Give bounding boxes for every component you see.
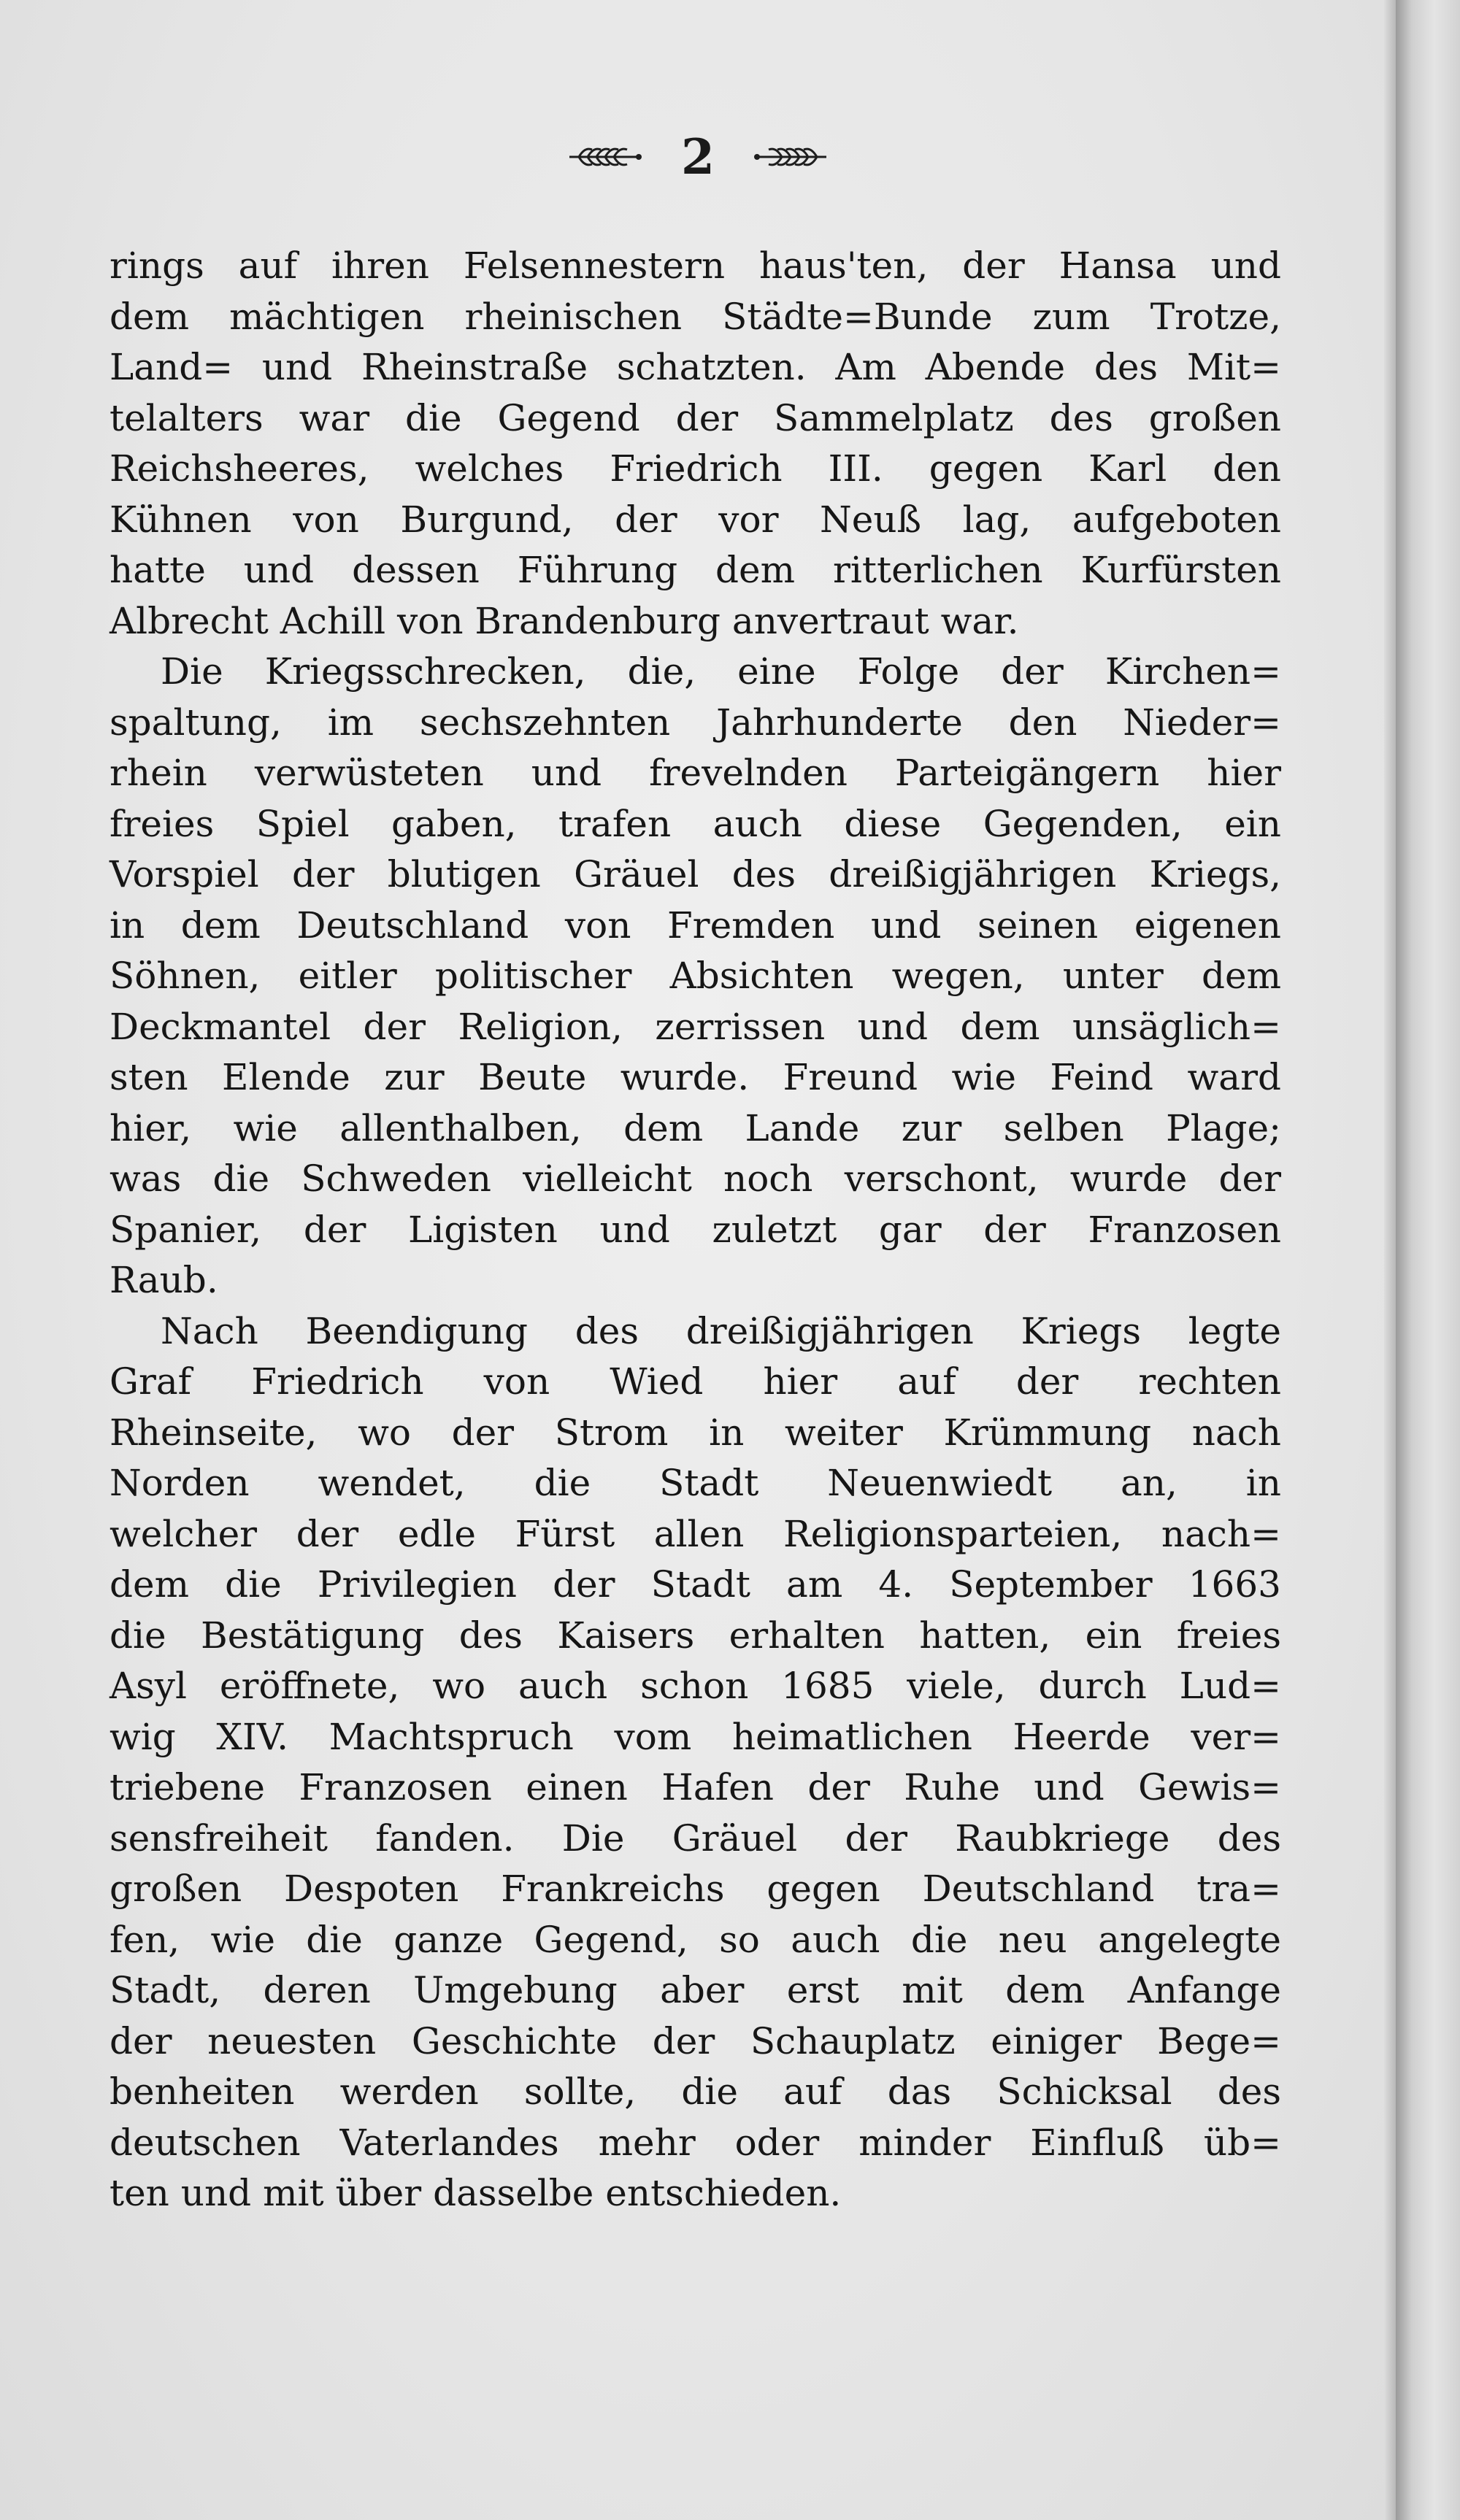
page-header [0,124,1396,190]
text-line: Norden wendet, die Stadt Neuenwiedt an, in [110,1462,1281,1504]
text-line: großen Despoten Frankreichs gegen Deutschland tra= [110,1868,1281,1910]
text-line: freies Spiel gaben, trafen auch diese Gegenden, ein [110,802,1281,845]
text-line: Söhnen, eitler politischer Absichten wegen, unter dem [110,955,1281,997]
text-line: spaltung, im sechszehnten Jahrhunderte den Nieder= [110,701,1281,744]
text-line: Land= und Rheinstraße schatzten. Am Abende des Mit= [110,346,1281,388]
text-line: sensfreiheit fanden. Die Gräuel der Raubkriege des [110,1816,1281,1860]
page-gutter-shadow [1384,0,1396,2520]
right-leaf-ornament [750,142,830,172]
text-line: benheiten werden sollte, die auf das Schicksal des [110,2070,1281,2113]
text-line: hatte und dessen Führung dem ritterlichen Kurfürsten [110,549,1281,591]
text-line: Spanier, der Ligisten und zuletzt gar der Franzosen [110,1208,1281,1251]
text-line: in dem Deutschland von Fremden und seinen eigenen [110,903,1281,947]
text-line: Die Kriegsschrecken, die, eine Folge der Kirchen= [161,650,1281,693]
text-line: Rheinseite, wo der Strom in weiter Krümmung nach [110,1411,1281,1454]
text-line: Albrecht Achill von Brandenburg anvertraut war. [110,599,1019,642]
text-line: dem mächtigen rheinischen Städte=Bunde zum Trotze, [110,295,1281,338]
text-line: Graf Friedrich von Wied hier auf der rechten [110,1360,1281,1403]
text-line: triebene Franzosen einen Hafen der Ruhe und Gewis= [110,1766,1281,1808]
text-line: Asyl eröffnete, wo auch schon 1685 viele, durch Lud= [110,1665,1281,1707]
page-edge [1396,0,1460,2520]
text-line: Raub. [110,1259,218,1301]
text-line: sten Elende zur Beute wurde. Freund wie Feind ward [110,1056,1281,1098]
text-line: ten und mit über dasselbe entschieden. [110,2172,842,2214]
text-line: deutschen Vaterlandes mehr oder minder Einfluß üb= [110,2121,1281,2164]
text-line: rings auf ihren Felsennestern haus'ten, der Hansa und [110,244,1281,287]
body-text [110,241,1281,2219]
page-number: 2 [681,128,715,185]
left-leaf-ornament [566,142,646,172]
text-line: dem die Privilegien der Stadt am 4. September 1663 [110,1563,1281,1606]
text-line: hier, wie allenthalben, dem Lande zur selben Plage; [110,1106,1281,1149]
text-line: was die Schweden vielleicht noch verschont, wurde der [110,1157,1281,1200]
text-line: die Bestätigung des Kaisers erhalten hatten, ein freies [110,1614,1281,1657]
text-line: rhein verwüsteten und frevelnden Parteigängern hier [110,752,1281,794]
text-line: telalters war die Gegend der Sammelplatz des großen [110,396,1281,439]
text-line: Reichsheeres, welches Friedrich III. gegen Karl den [110,447,1281,490]
text-line: Deckmantel der Religion, zerrissen und dem unsäglich= [110,1005,1281,1048]
text-line: Kühnen von Burgund, der vor Neuß lag, aufgeboten [110,498,1281,541]
text-line: Stadt, deren Umgebung aber erst mit dem Anfange [110,1969,1281,2011]
text-line: Vorspiel der blutigen Gräuel des dreißigjährigen Kriegs, [110,853,1281,895]
text-line: fen, wie die ganze Gegend, so auch die neu angelegte [110,1918,1281,1961]
text-line: der neuesten Geschichte der Schauplatz einiger Bege= [110,2019,1281,2062]
text-line: wig XIV. Machtspruch vom heimatlichen Heerde ver= [110,1715,1281,1758]
text-line: Nach Beendigung des dreißigjährigen Kriegs legte [161,1309,1281,1352]
text-line: welcher der edle Fürst allen Religionsparteien, nach= [110,1512,1281,1555]
